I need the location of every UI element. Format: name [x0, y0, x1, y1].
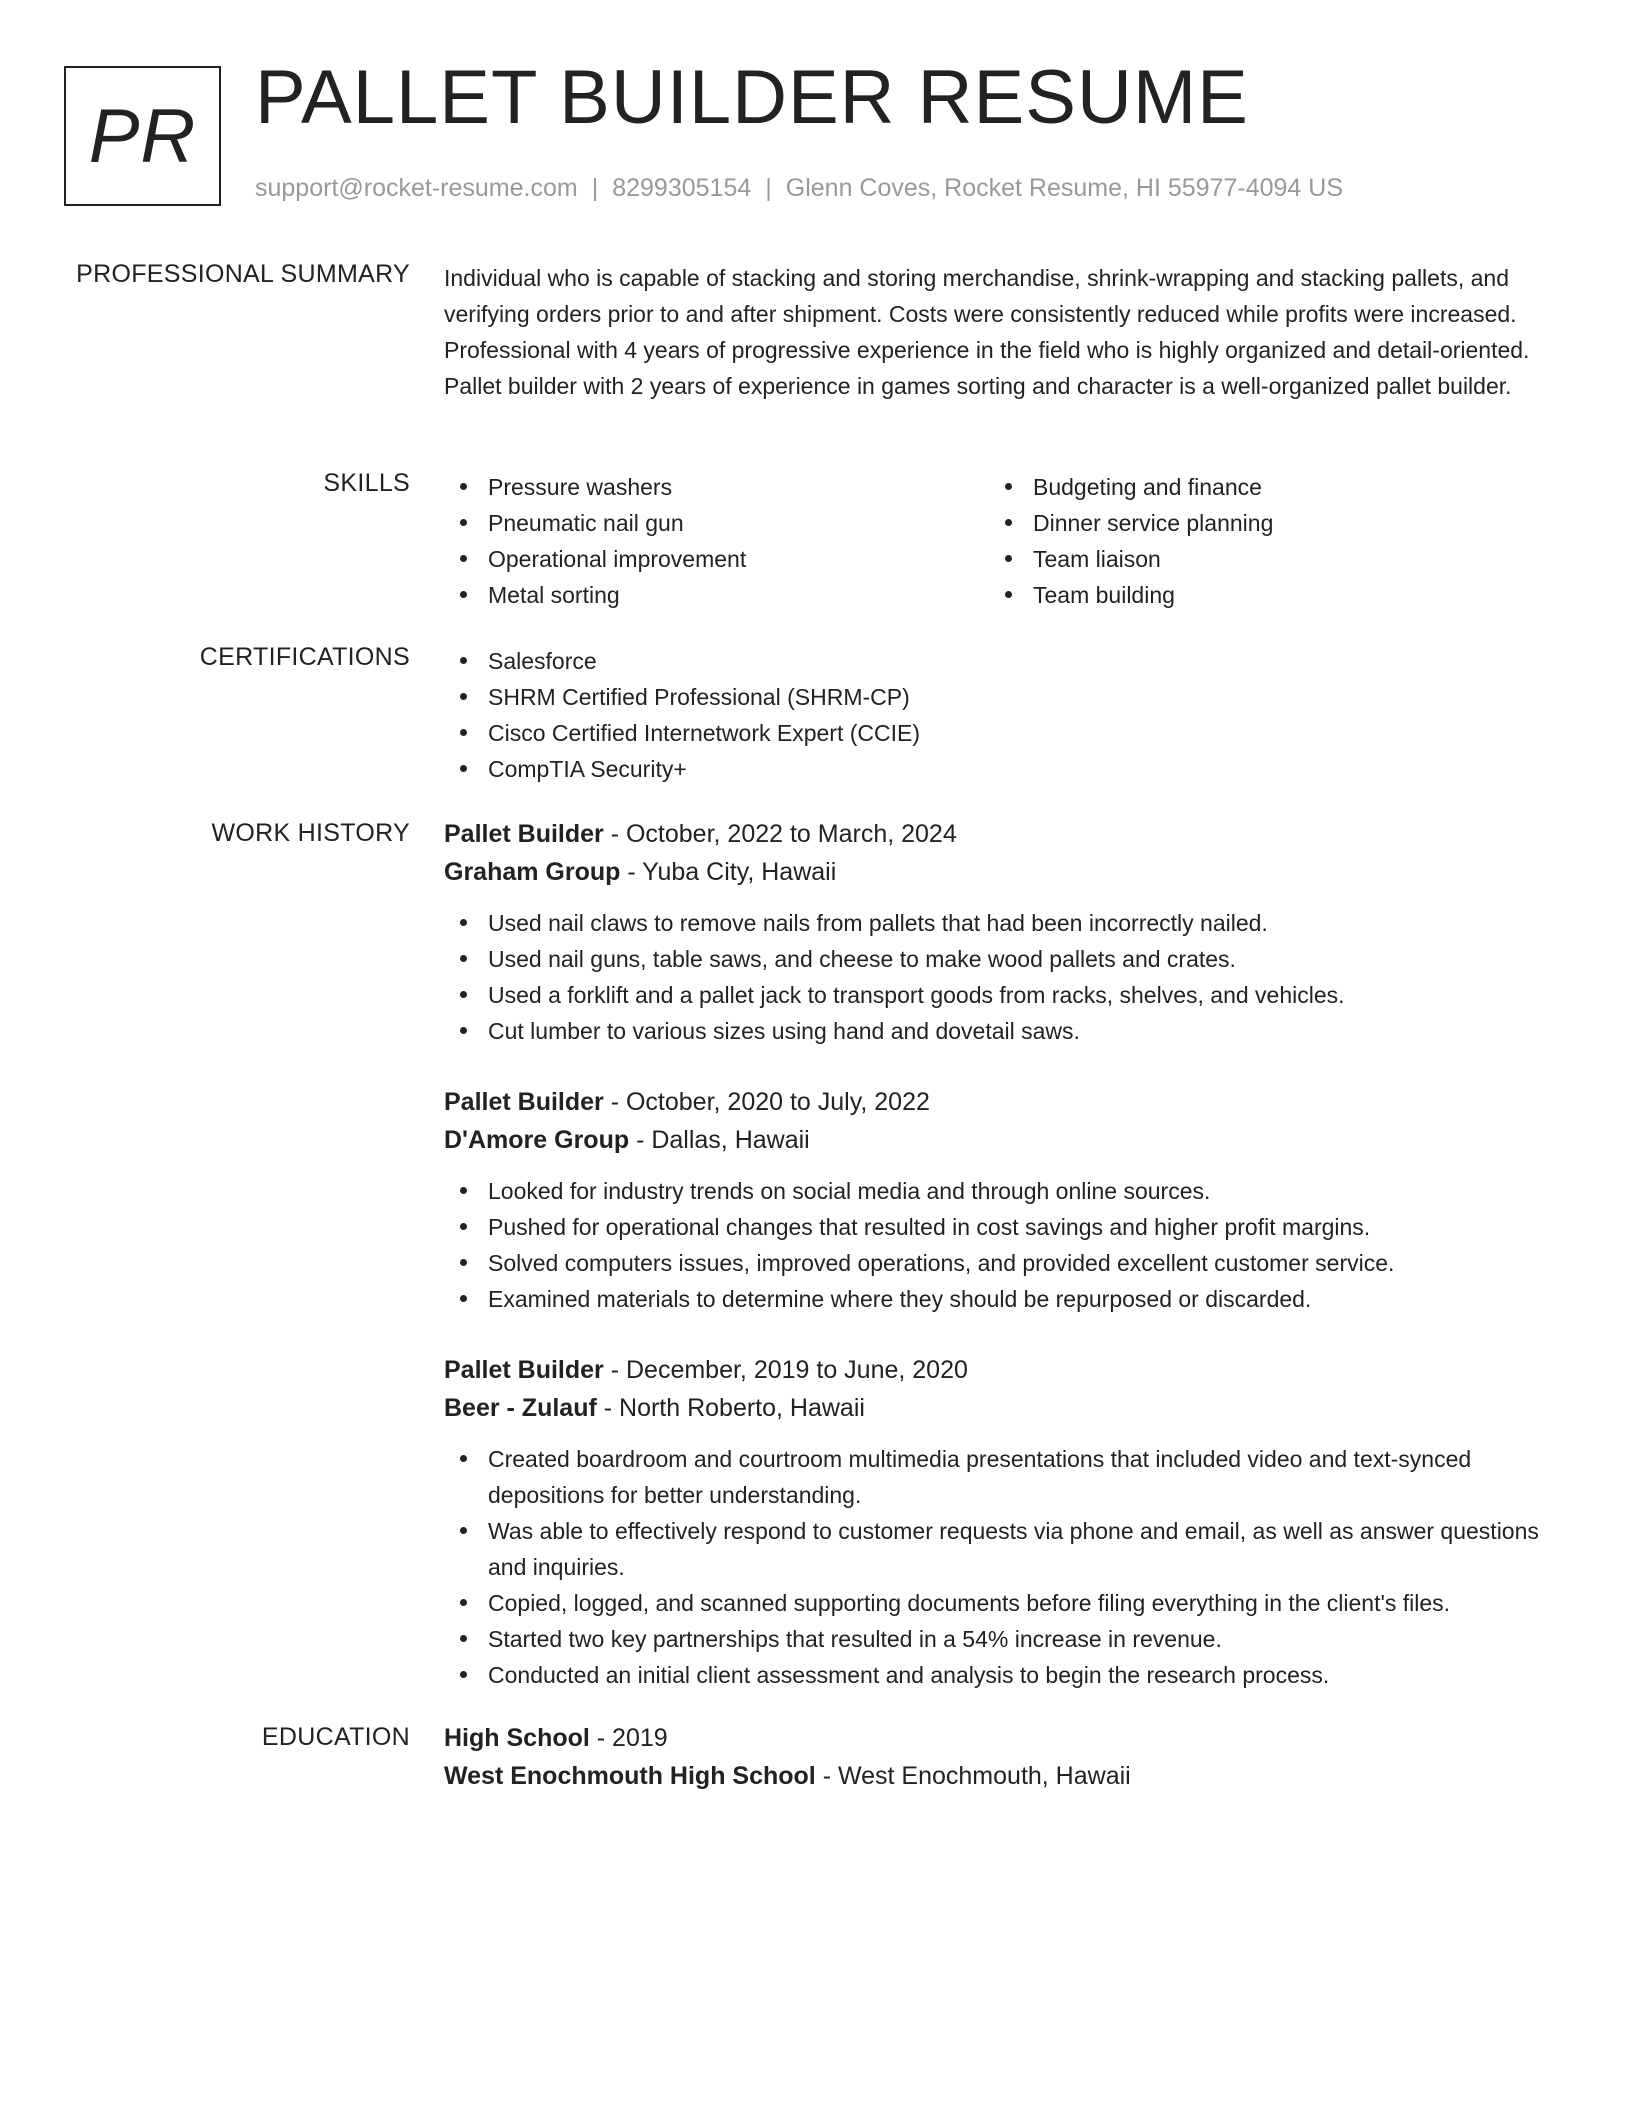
job-company-line [444, 853, 1554, 891]
skill-item: Pressure washers [444, 469, 989, 505]
job-location: - Yuba City, Hawaii [620, 858, 837, 886]
certification-item: Salesforce [444, 643, 1554, 679]
contact-email: support@rocket-resume.com [255, 174, 578, 202]
skill-item: Team building [989, 577, 1534, 613]
skill-item: Budgeting and finance [989, 469, 1534, 505]
skill-item: Operational improvement [444, 541, 989, 577]
job-title: Pallet Builder [444, 1356, 604, 1384]
skill-item: Dinner service planning [989, 505, 1534, 541]
duty-item: Copied, logged, and scanned supporting documents before filing everything in the client's files. [444, 1585, 1554, 1621]
skills-grid [444, 469, 1554, 613]
education-entry [444, 1719, 1554, 1795]
job-duties [444, 905, 1554, 1049]
summary-text: Individual who is capable of stacking and storing merchandise, shrink-wrapping and stacking pallets, and verifying orders prior to and after shipment. Costs were consistently reduced while profits were increased. Professional with 4 years of progressive experience in the field who is highly organized and detail-oriented. Pallet builder with 2 years of experience in games sorting and character is a well-organized pallet builder. [444, 265, 1530, 399]
school-location: - West Enochmouth, Hawaii [815, 1762, 1131, 1790]
certification-item: SHRM Certified Professional (SHRM-CP) [444, 679, 1554, 715]
certification-item: Cisco Certified Internetwork Expert (CCIE) [444, 715, 1554, 751]
education-heading: EDUCATION [261, 1723, 410, 1751]
monogram-initials: PR [88, 93, 197, 179]
job-company: Graham Group [444, 858, 621, 886]
duty-item: Used a forklift and a pallet jack to transport goods from racks, shelves, and vehicles. [444, 977, 1554, 1013]
school-line [444, 1757, 1554, 1795]
work-history-heading: WORK HISTORY [211, 819, 410, 847]
job-location: - North Roberto, Hawaii [596, 1394, 865, 1422]
skills-heading: SKILLS [323, 469, 410, 497]
duty-item: Used nail claws to remove nails from pallets that had been incorrectly nailed. [444, 905, 1554, 941]
job-dates: - October, 2020 to July, 2022 [603, 1088, 930, 1116]
job-title-line [444, 1083, 1554, 1121]
certifications-heading: CERTIFICATIONS [199, 643, 410, 671]
certification-item: CompTIA Security+ [444, 751, 1554, 787]
job-title-line [444, 1351, 1554, 1389]
skill-item: Team liaison [989, 541, 1534, 577]
school-name: West Enochmouth High School [444, 1762, 816, 1790]
duty-item: Started two key partnerships that resulted in a 54% increase in revenue. [444, 1621, 1554, 1657]
contact-phone: 8299305154 [612, 174, 752, 202]
job-title: Pallet Builder [444, 1088, 604, 1116]
duty-item: Was able to effectively respond to customer requests via phone and email, as well as answer questions and inquiries. [444, 1513, 1554, 1585]
job-title: Pallet Builder [444, 820, 604, 848]
skill-item: Metal sorting [444, 577, 989, 613]
summary-heading: PROFESSIONAL SUMMARY [76, 260, 410, 288]
certifications-list [444, 643, 1554, 787]
degree-line [444, 1719, 1554, 1757]
duty-item: Solved computers issues, improved operations, and provided excellent customer service. [444, 1245, 1554, 1281]
job-duties [444, 1441, 1554, 1693]
contact-line [255, 174, 1343, 203]
duty-item: Cut lumber to various sizes using hand and dovetail saws. [444, 1013, 1554, 1049]
degree: High School [444, 1724, 590, 1752]
job-entry [444, 815, 1554, 1049]
duty-item: Conducted an initial client assessment and analysis to begin the research process. [444, 1657, 1554, 1693]
job-dates: - October, 2022 to March, 2024 [603, 820, 957, 848]
skills-list-right [989, 469, 1534, 613]
job-company: Beer - Zulauf [444, 1394, 597, 1422]
job-company-line [444, 1121, 1554, 1159]
job-title-line [444, 815, 1554, 853]
duty-item: Pushed for operational changes that resulted in cost savings and higher profit margins. [444, 1209, 1554, 1245]
job-location: - Dallas, Hawaii [629, 1126, 810, 1154]
skill-item: Pneumatic nail gun [444, 505, 989, 541]
duty-item: Examined materials to determine where they should be repurposed or discarded. [444, 1281, 1554, 1317]
duty-item: Looked for industry trends on social media and through online sources. [444, 1173, 1554, 1209]
monogram-box [64, 66, 221, 206]
job-entry [444, 1083, 1554, 1317]
graduation-year: - 2019 [589, 1724, 668, 1752]
job-entry [444, 1351, 1554, 1693]
contact-address: Glenn Coves, Rocket Resume, HI 55977-4094 US [785, 174, 1343, 202]
job-duties [444, 1173, 1554, 1317]
job-company: D'Amore Group [444, 1126, 630, 1154]
skills-list-left [444, 469, 989, 613]
duty-item: Used nail guns, table saws, and cheese to make wood pallets and crates. [444, 941, 1554, 977]
job-dates: - December, 2019 to June, 2020 [603, 1356, 968, 1384]
job-company-line [444, 1389, 1554, 1427]
duty-item: Created boardroom and courtroom multimedia presentations that included video and text-synced depositions for better understanding. [444, 1441, 1554, 1513]
contact-separator: | [765, 174, 772, 202]
contact-separator: | [591, 174, 599, 202]
resume-title: PALLET BUILDER RESUME [255, 55, 1249, 140]
